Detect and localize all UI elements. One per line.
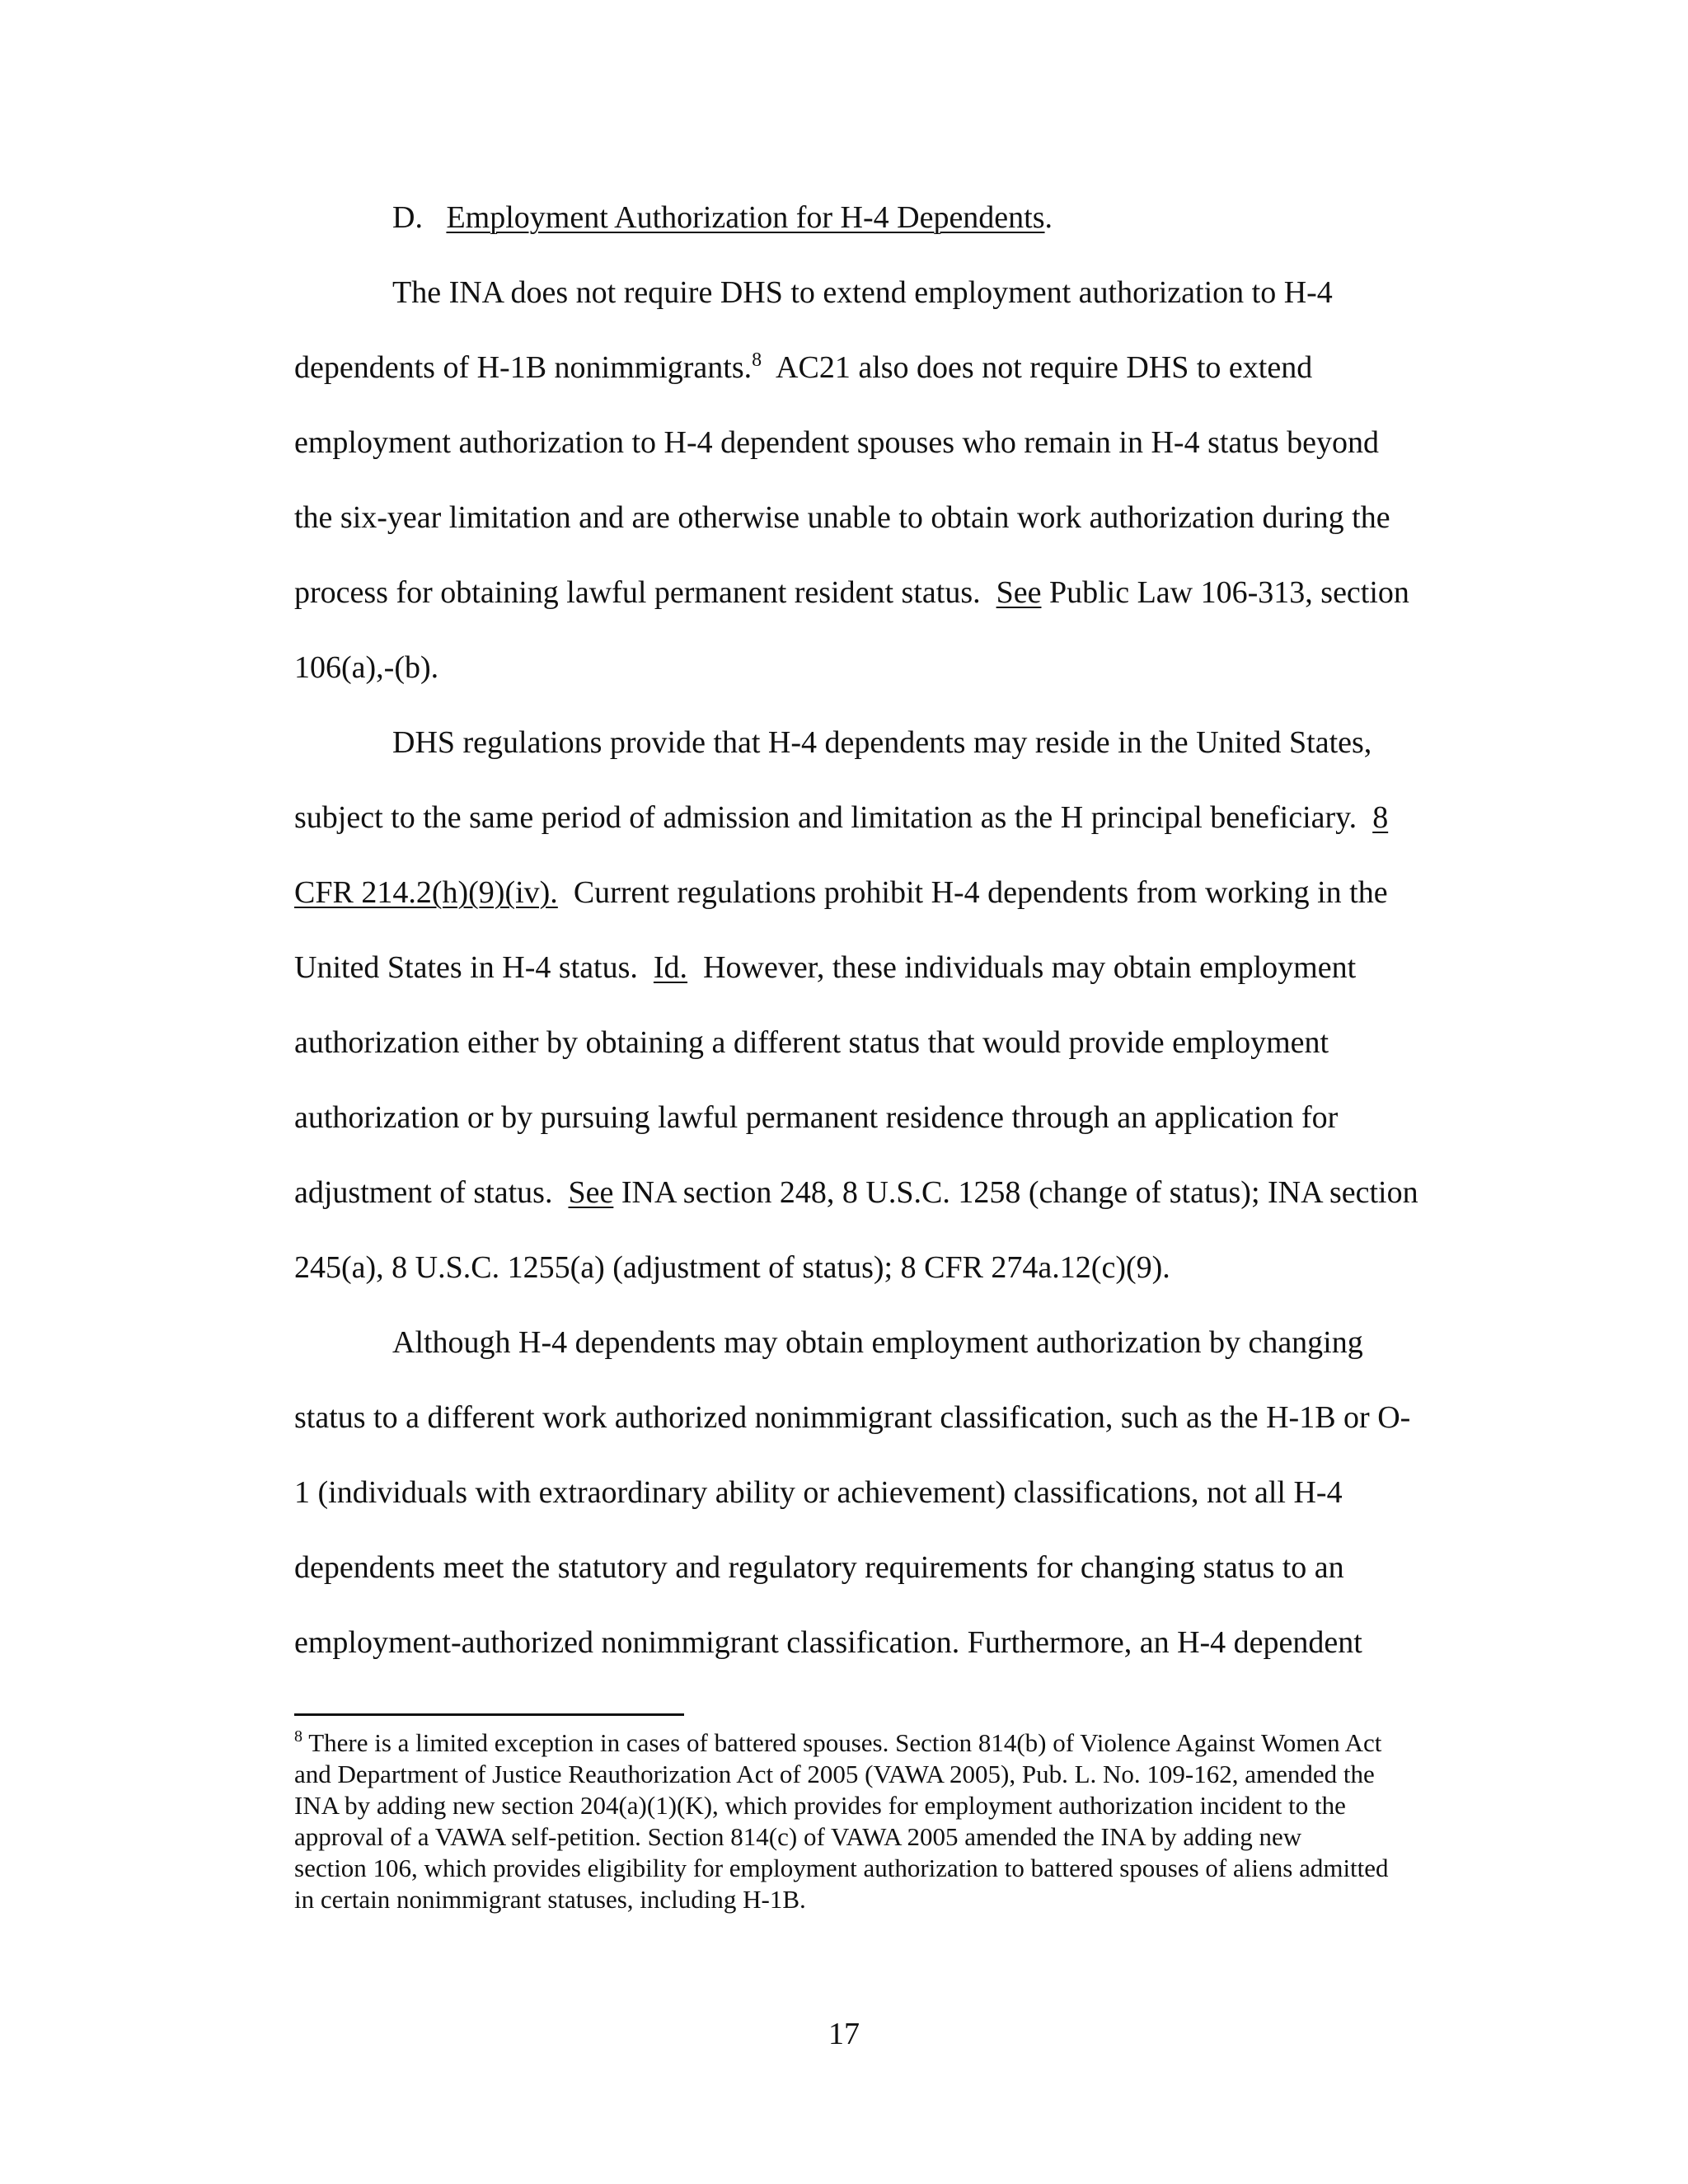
footnote-line2: and Department of Justice Reauthorization Act of 2005 (VAWA 2005), Pub. L. No. 109-162, amended the (294, 1760, 1375, 1788)
para1-line2-text: dependents of H-1B nonimmigrants. (294, 350, 753, 385)
para1-line5 (294, 555, 1481, 630)
para3-line2: status to a different work authorized nonimmigrant classification, such as the H-1B or O- (294, 1400, 1411, 1435)
footnote-reference: 8 (752, 349, 762, 371)
para2-line6: authorization or by pursuing lawful permanent residence through an application for (294, 1100, 1339, 1135)
footnote-8 (294, 1727, 1481, 1915)
footnote-line3: INA by adding new section 204(a)(1)(K), which provides for employment authorization incident to the (294, 1791, 1346, 1820)
footnote-number: 8 (294, 1727, 302, 1746)
para2-line3 (294, 855, 1481, 930)
para2-line7-cont: INA section 248, 8 U.S.C. 1258 (change of status); INA section (613, 1175, 1418, 1210)
para1-line3: employment authorization to H-4 dependent spouses who remain in H-4 status beyond (294, 425, 1380, 460)
page-number: 17 (828, 2017, 860, 2051)
para2-line8: 245(a), 8 U.S.C. 1255(a) (adjustment of status); 8 CFR 274a.12(c)(9). (294, 1250, 1170, 1285)
cfr-citation-start: 8 (1372, 800, 1389, 835)
section-heading (294, 180, 1481, 255)
footnote-line1-text: There is a limited exception in cases of battered spouses. Section 814(b) of Violence Against Women Act (302, 1728, 1382, 1757)
main-text (294, 180, 1481, 1680)
id-signal: Id. (653, 950, 688, 985)
footnote-line5: section 106, which provides eligibility for employment authorization to battered spouses of aliens admitted (294, 1854, 1389, 1882)
para1-line5-cont: Public Law 106-313, section (1041, 575, 1409, 610)
para1-line1: The INA does not require DHS to extend employment authorization to H-4 (392, 275, 1333, 310)
footnote-line4: approval of a VAWA self-petition. Section 814(c) of VAWA 2005 amended the INA by adding new (294, 1822, 1302, 1851)
footnote-line6: in certain nonimmigrant statuses, including H-1B. (294, 1885, 806, 1914)
heading-trail: . (1044, 200, 1053, 235)
para2-line7-text: adjustment of status. (294, 1175, 569, 1210)
para3-line4: dependents meet the statutory and regulatory requirements for changing status to an (294, 1550, 1344, 1585)
para1-line5-text: process for obtaining lawful permanent resident status. (294, 575, 996, 610)
cfr-citation-end: CFR 214.2(h)(9)(iv). (294, 875, 558, 910)
para3-line5: employment-authorized nonimmigrant classification. Furthermore, an H-4 dependent (294, 1625, 1362, 1660)
heading-letter: D. (392, 200, 423, 235)
para1-line6: 106(a),-(b). (294, 650, 439, 685)
para1-line2 (294, 330, 1481, 405)
footnote-divider (294, 1713, 684, 1716)
para2-line2-text: subject to the same period of admission and limitation as the H principal beneficiary. (294, 800, 1373, 835)
para2-line1: DHS regulations provide that H-4 dependents may reside in the United States, (392, 725, 1372, 760)
para2-line2 (294, 780, 1481, 855)
para2-line4 (294, 930, 1481, 1005)
para2-line5: authorization either by obtaining a different status that would provide employment (294, 1025, 1329, 1060)
para2-line4-text: United States in H-4 status. (294, 950, 654, 985)
para1-line4: the six-year limitation and are otherwise unable to obtain work authorization during the (294, 500, 1390, 535)
para2-line7 (294, 1155, 1481, 1230)
see-signal: See (996, 575, 1042, 610)
see-signal: See (568, 1175, 614, 1210)
para2-line3-cont: Current regulations prohibit H-4 dependents from working in the (557, 875, 1388, 910)
heading-title: Employment Authorization for H-4 Dependents (446, 200, 1045, 235)
para3-line3: 1 (individuals with extraordinary ability or achievement) classifications, not all H-4 (294, 1475, 1343, 1510)
footnote-line1 (294, 1727, 1481, 1759)
para2-line4-cont: However, these individuals may obtain employment (687, 950, 1357, 985)
para1-line2-cont: AC21 also does not require DHS to extend (762, 350, 1313, 385)
para3-line1: Although H-4 dependents may obtain employment authorization by changing (392, 1325, 1363, 1360)
